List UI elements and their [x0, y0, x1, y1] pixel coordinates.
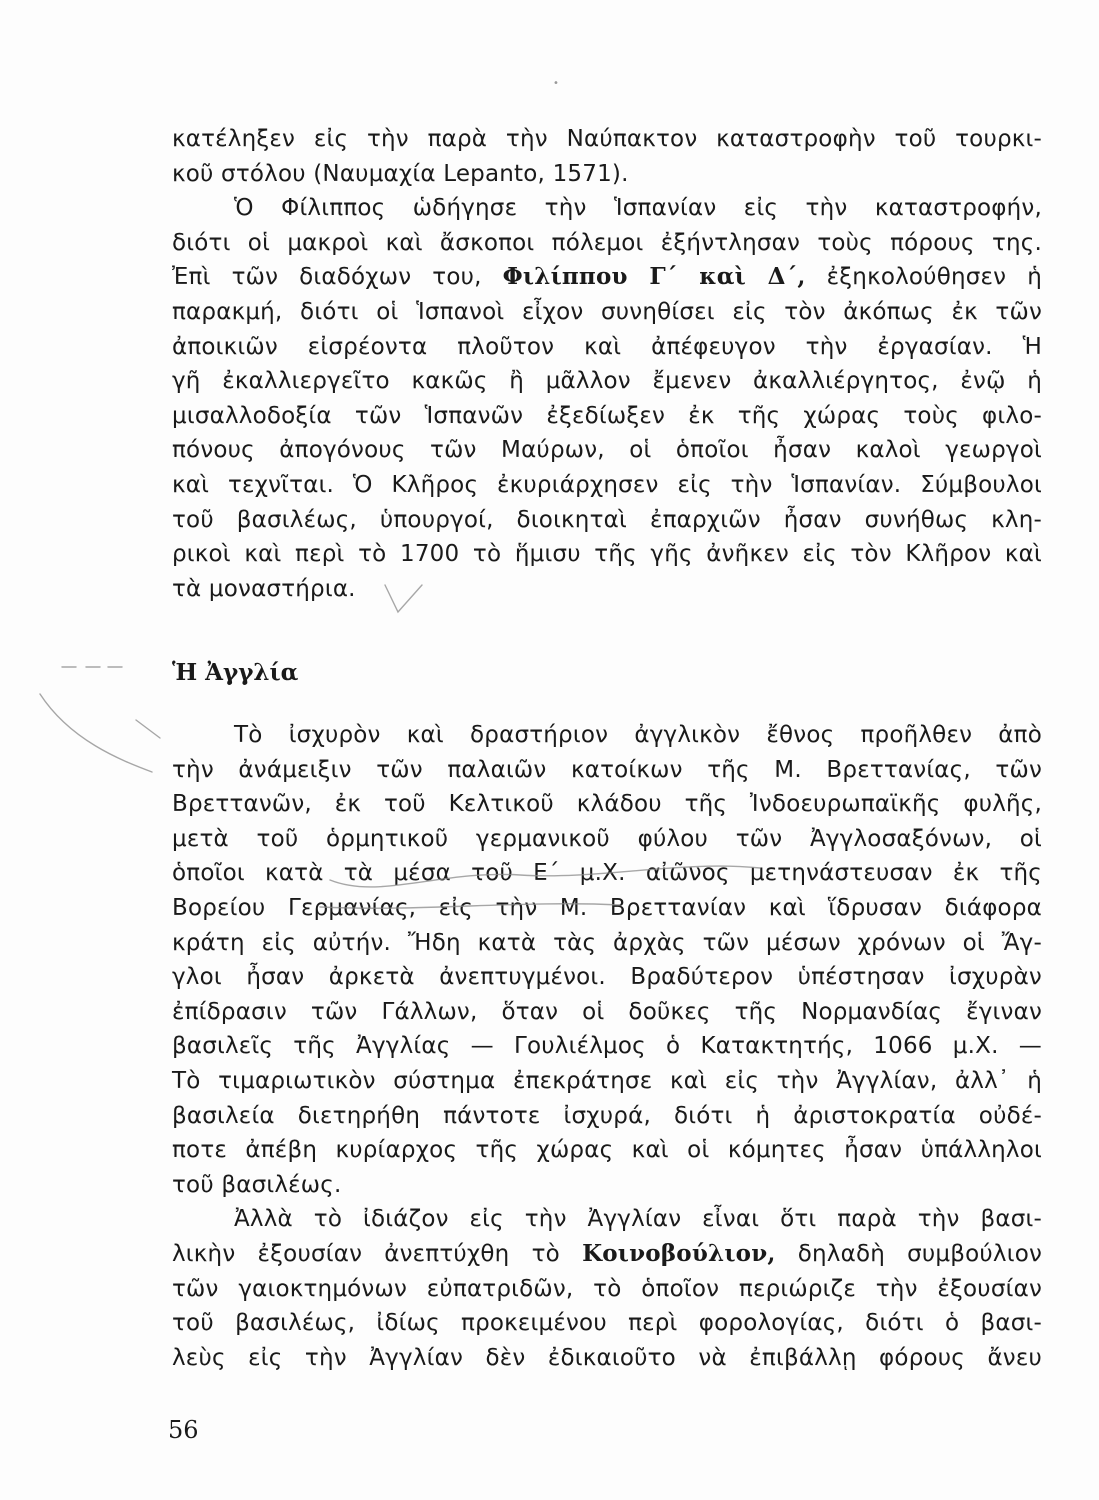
text-line: ρικοὶ καὶ περὶ τὸ 1700 τὸ ἥμισυ τῆς γῆς ἀνῆκεν εἰς τὸν Κλῆρον καὶ: [172, 541, 1042, 568]
text-line: μετὰ τοῦ ὁρμητικοῦ γερμανικοῦ φύλου τῶν Ἀγγλοσαξόνων, οἱ: [172, 825, 1042, 852]
text-line: Βορείου Γερμανίας, εἰς τὴν Μ. Βρεττανίαν καὶ ἵδρυσαν διάφορα: [172, 894, 1042, 921]
text-line: κοῦ στόλου (Ναυμαχία Lepanto, 1571).: [172, 160, 629, 187]
text-line: κράτη εἰς αὐτήν. Ἤδη κατὰ τὰς ἀρχὰς τῶν μέσων χρόνων οἱ Ἄγ-: [172, 929, 1042, 956]
text-line: τοῦ βασιλέως, ἰδίως προκειμένου περὶ φορολογίας, διότι ὁ βασι-: [172, 1310, 1042, 1337]
text-line: βασιλεία διετηρήθη πάντοτε ἰσχυρά, διότι ἡ ἀριστοκρατία οὐδέ-: [172, 1102, 1042, 1129]
text-fragment: λικὴν ἐξουσίαν ἀνεπτύχθη τὸ: [172, 1240, 560, 1267]
pencil-margin-arc: [40, 694, 152, 772]
text-line: τοῦ βασιλέως, ὑπουργοί, διοικηταὶ ἐπαρχιῶν ἦσαν συνήθως κλη-: [172, 506, 1042, 533]
text-line: ποτε ἀπέβη κυρίαρχος τῆς χώρας καὶ οἱ κόμητες ἦσαν ὑπάλληλοι: [172, 1137, 1042, 1164]
text-line: ἀποικιῶν εἰσρέοντα πλοῦτον καὶ ἀπέφευγον τὴν ἐργασίαν. Ἡ: [172, 333, 1042, 360]
text-line: βασιλεῖς τῆς Ἀγγλίας — Γουλιέλμος ὁ Κατακτητής, 1066 μ.Χ. —: [172, 1033, 1042, 1060]
text-line: Ἀλλὰ τὸ ἰδιάζον εἰς τὴν Ἀγγλίαν εἶναι ὅτι παρὰ τὴν βασι-: [234, 1206, 1042, 1233]
text-fragment: Ἐπὶ τῶν διαδόχων του,: [172, 264, 482, 291]
ink-speck: •: [553, 78, 559, 89]
text-line: διότι οἱ μακροὶ καὶ ἄσκοποι πόλεμοι ἐξήντλησαν τοὺς πόρους της.: [172, 229, 1042, 256]
text-line: Τὸ τιμαριωτικὸν σύστημα ἐπεκράτησε καὶ εἰς τὴν Ἀγγλίαν, ἀλλ᾿ ἡ: [172, 1067, 1042, 1094]
section-heading: Ἡ Ἀγγλία: [172, 659, 299, 686]
text-line: μισαλλοδοξία τῶν Ἱσπανῶν ἐξεδίωξεν ἐκ τῆς χώρας τοὺς φιλο-: [172, 402, 1042, 429]
text-line: τὴν ἀνάμειξιν τῶν παλαιῶν κατοίκων τῆς Μ. Βρεττανίας, τῶν: [172, 756, 1042, 783]
text-line: γλοι ἦσαν ἀρκετὰ ἀνεπτυγμένοι. Βραδύτερον ὑπέστησαν ἰσχυρὰν: [172, 964, 1042, 991]
text-line: ἐπίδρασιν τῶν Γάλλων, ὅταν οἱ δοῦκες τῆς Νορμανδίας ἔγιναν: [172, 998, 1042, 1025]
text-line: τοῦ βασιλέως.: [172, 1171, 342, 1198]
text-line: κατέληξεν εἰς τὴν παρὰ τὴν Ναύπακτον καταστροφὴν τοῦ τουρκι-: [172, 126, 1042, 152]
page-number: 56: [168, 1416, 199, 1444]
text-line: τὰ μοναστήρια.: [172, 575, 356, 602]
text-line: καὶ τεχνῖται. Ὁ Κλῆρος ἐκυριάρχησεν εἰς τὴν Ἱσπανίαν. Σύμβουλοι: [172, 471, 1042, 498]
text-line: Ὁ Φίλιππος ὡδήγησε τὴν Ἱσπανίαν εἰς τὴν καταστροφήν,: [234, 195, 1042, 222]
text-block-bottom: [172, 718, 1042, 1375]
bold-term-parliament: Κοινοβούλιον,: [582, 1239, 776, 1267]
text-line-with-bold: [172, 260, 1042, 295]
text-fragment: δηλαδὴ συμβούλιον: [797, 1240, 1043, 1267]
pencil-margin-stroke: [136, 720, 160, 738]
text-line: γῆ ἐκαλλιεργεῖτο κακῶς ἢ μᾶλλον ἔμενεν ἀκαλλιέργητος, ἐνῷ ἡ: [172, 368, 1042, 395]
text-line-with-bold: [172, 1237, 1042, 1272]
text-line: Βρεττανῶν, ἐκ τοῦ Κελτικοῦ κλάδου τῆς Ἰνδοευρωπαϊκῆς φυλῆς,: [172, 791, 1042, 818]
text-line: λεὺς εἰς τὴν Ἀγγλίαν δὲν ἐδικαιοῦτο νὰ ἐπιβάλλῃ φόρους ἄνευ: [172, 1344, 1042, 1371]
text-line: παρακμή, διότι οἱ Ἱσπανοὶ εἶχον συνηθίσει εἰς τὸν ἀκόπως ἐκ τῶν: [172, 298, 1042, 325]
text-line: τῶν γαιοκτημόνων εὐπατριδῶν, τὸ ὁποῖον περιώριζε τὴν ἐξουσίαν: [172, 1275, 1042, 1302]
text-line: ὁποῖοι κατὰ τὰ μέσα τοῦ Ε΄ μ.Χ. αἰῶνος μετηνάστευσαν ἐκ τῆς: [172, 860, 1042, 887]
text-block-top: [172, 122, 1042, 606]
text-line: Τὸ ἰσχυρὸν καὶ δραστήριον ἀγγλικὸν ἔθνος προῆλθεν ἀπὸ: [234, 722, 1042, 748]
text-fragment: ἐξηκολούθησεν ἡ: [826, 264, 1042, 291]
bold-term-philip: Φιλίππου Γ΄ καὶ Δ΄,: [502, 263, 806, 291]
text-line: πόνους ἀπογόνους τῶν Μαύρων, οἱ ὁποῖοι ἦσαν καλοὶ γεωργοὶ: [172, 437, 1042, 464]
